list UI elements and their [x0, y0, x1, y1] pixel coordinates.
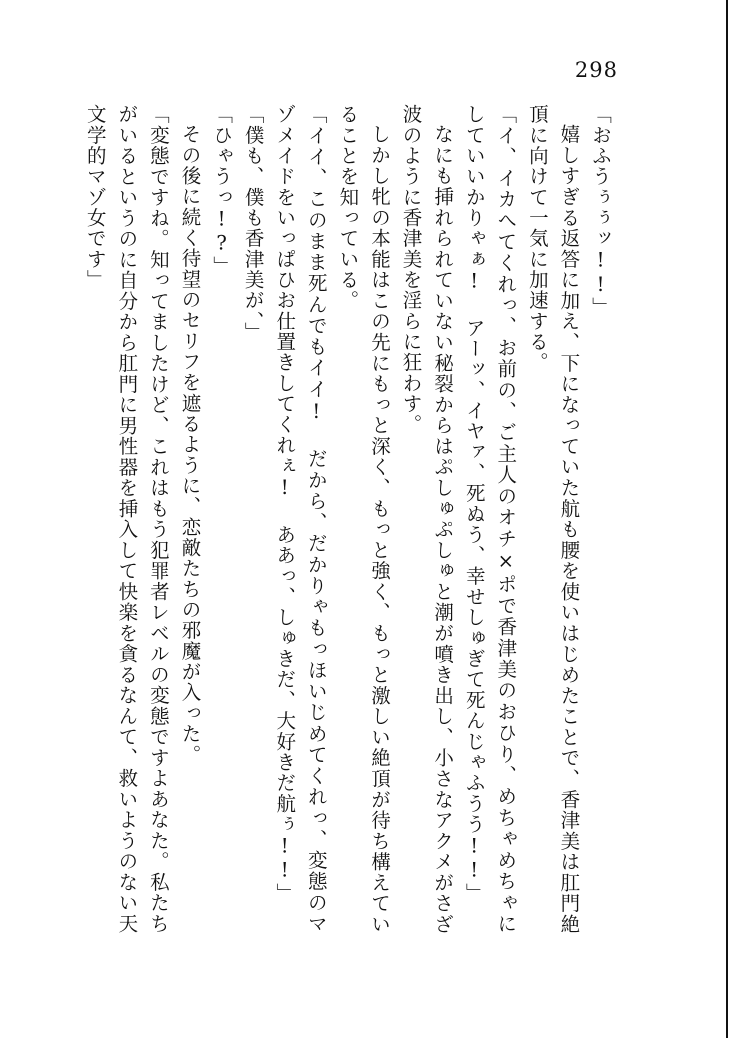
paragraph: 「変態ですね。知ってましたけど、これはもう犯罪者レベルの変態ですよあなた。私たちがいるというのに自分から肛門に男性器を挿入して快楽を貪るなんて、救いようのない天文学的マゾ女です」 — [83, 104, 170, 934]
paragraph: しかし牝の本能はこの先にもっと深く、もっと強く、もっと激しい絶頂が待ち構えていることを知っている。 — [336, 104, 391, 934]
paragraph: 「ひゃうっ!?」 — [210, 104, 234, 277]
paragraph: 「おふうぅぅッ!!」 — [589, 104, 612, 318]
page-edge-rule — [726, 0, 728, 1038]
paragraph: 嬉しすぎる返答に加え、下になっていた航も腰を使いはじめたことで、香津美は肛門絶頂に向けて一気に加速する。 — [525, 104, 581, 934]
paragraph: 「イ、イカへてくれっ、お前の、ご主人のオチ×ポで香津美のおひり、めちゃめちゃにしていいかりゃぁ! アーッ、イヤァ、死ぬう、幸せしゅぎて死んじゃふうう!!」 — [462, 104, 518, 934]
paragraph: 「イイ、このまま死んでもイイ! だから、だかりゃもっほいじめてくれっ、変態のマゾメイドをいっぱひお仕置きしてくれぇ! ああっ、しゅきだ、大好きだ航ぅ!!」 — [273, 104, 328, 934]
paragraph: その後に続く待望のセリフを遮るように、恋敵たちの邪魔が入った。 — [178, 123, 202, 765]
paragraph: なにも挿れられていない秘裂からはぷしゅぷしゅと潮が噴き出し、小さなアクメがさざ波のように香津美を淫らに狂わす。 — [399, 104, 455, 934]
paragraph: 「僕も、僕も香津美が、」 — [241, 104, 265, 343]
page-number: 298 — [574, 58, 618, 82]
page-text-body — [68, 104, 616, 934]
